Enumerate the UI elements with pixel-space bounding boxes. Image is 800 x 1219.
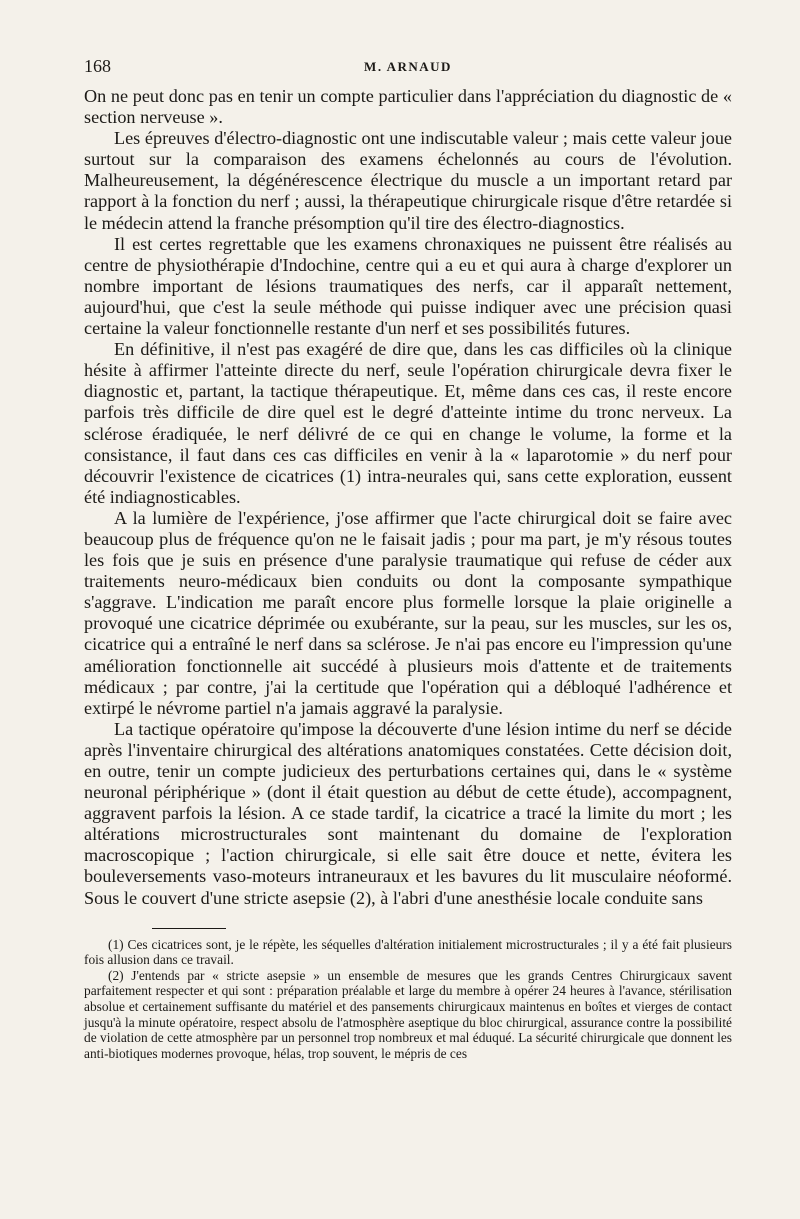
running-head: [84, 56, 732, 86]
footnotes: [84, 937, 732, 1062]
footnote: (2) J'entends par « stricte asepsie » un ensemble de mesures que les grands Centres Chirurgicaux savent parfaitement respecter et qui sont : préparation préalable et large du membre à opérer 24 heures à l'avance, stérilisation absolue et certainement suffisante du matériel et des pansements chirurgicaux maintenus en boîtes et vierges de contact jusqu'à la minute opératoire, respect absolu de l'atmosphère aseptique du bloc chirurgical, assurance contre la possibilité de violation de cette atmosphère par un personnel trop nombreux et mal éduqué. La sécurité chirurgicale que donnent les anti-biotiques modernes provoque, hélas, trop souvent, le mépris de ces: [84, 967, 732, 1061]
paragraph: La tactique opératoire qu'impose la découverte d'une lésion intime du nerf se décide après l'inventaire chirurgical des altérations anatomiques constatées. Cette décision doit, en outre, tenir un compte judicieux des perturbations certaines qui, dans le « système neuronal périphérique » (dont il était question au début de cette étude), accompagnent, aggravent parfois la lésion. A ce stade tardif, la cicatrice a tracé la limite du mort ; les altérations microstructurales sont maintenant du domaine de l'exploration macroscopique ; l'action chirurgicale, si elle sait être douce et nette, évitera les bouleversements vaso-moteurs intraneuraux et les bavures du lit musculaire néoformé. Sous le couvert d'une stricte asepsie (2), à l'abri d'une anesthésie locale conduite sans: [84, 718, 732, 908]
paragraph: A la lumière de l'expérience, j'ose affirmer que l'acte chirurgical doit se faire avec beaucoup plus de fréquence qu'on ne le faisait jadis ; pour ma part, je m'y résous toutes les fois que je suis en présence d'une paralysie traumatique qui refuse de céder aux traitements neuro-médicaux bien conduits ou dont la composante sympathique s'aggrave. L'indication me paraît encore plus formelle lorsque la plaie originelle a provoqué une cicatrice déprimée ou exubérante, sur la peau, sur les muscles, sur les os, cicatrice qui a entraîné le nerf dans sa sclérose. Je n'ai pas encore eu l'impression qu'une amélioration fonctionnelle ait succédé à plusieurs mois d'attente et de traitements médicaux ; par contre, j'ai la certitude que l'opération qui a débloqué l'adhérence et extirpé le névrome partiel n'a jamais aggravé la paralysie.: [84, 507, 732, 718]
running-head-author: M. ARNAUD: [364, 59, 452, 74]
paragraph: Il est certes regrettable que les examens chronaxiques ne puissent être réalisés au centre de physiothérapie d'Indochine, centre qui a eu et qui aura à charge d'explorer un nombre important de lésions traumatiques des nerfs, car il apparaît nettement, aujourd'hui, que c'est la seule méthode qui puisse indiquer avec une précision quasi certaine la valeur fonctionnelle restante d'un nerf et ses possibilités futures.: [84, 233, 732, 339]
paragraph: Les épreuves d'électro-diagnostic ont une indiscutable valeur ; mais cette valeur joue surtout sur la comparaison des examens échelonnés au cours de l'évolution. Malheureusement, la dégénérescence électrique du muscle a un important retard par rapport à la fonction du nerf ; aussi, la thérapeutique chirurgicale risque d'être retardée si le médecin attend la franche présomption qu'il tire des électro-diagnostics.: [84, 128, 732, 233]
footnote-separator: [152, 928, 226, 929]
body-text: [84, 86, 732, 909]
page: [84, 56, 732, 1061]
paragraph: On ne peut donc pas en tenir un compte particulier dans l'appréciation du diagnostic de « section nerveuse ».: [84, 86, 732, 128]
paragraph: En définitive, il n'est pas exagéré de dire que, dans les cas difficiles où la clinique hésite à affirmer l'atteinte directe du nerf, seule l'opération chirurgicale devra fixer le diagnostic et, partant, la tactique thérapeutique. Et, même dans ces cas, il reste encore parfois très difficile de dire quel est le degré d'atteinte intime du tronc nerveux. La sclérose éradiquée, le nerf délivré de ce qui en change le volume, la forme et la consistance, il faut dans ces cas difficiles en venir à la « laparotomie » du nerf pour découvrir l'existence de cicatrices (1) intra-neurales qui, sans cette exploration, eussent été indiagnosticables.: [84, 339, 732, 507]
footnote: (1) Ces cicatrices sont, je le répète, les séquelles d'altération initialement microstructurales ; il y a été fait plusieurs fois allusion dans ce travail.: [84, 936, 732, 968]
page-number: 168: [84, 56, 111, 76]
